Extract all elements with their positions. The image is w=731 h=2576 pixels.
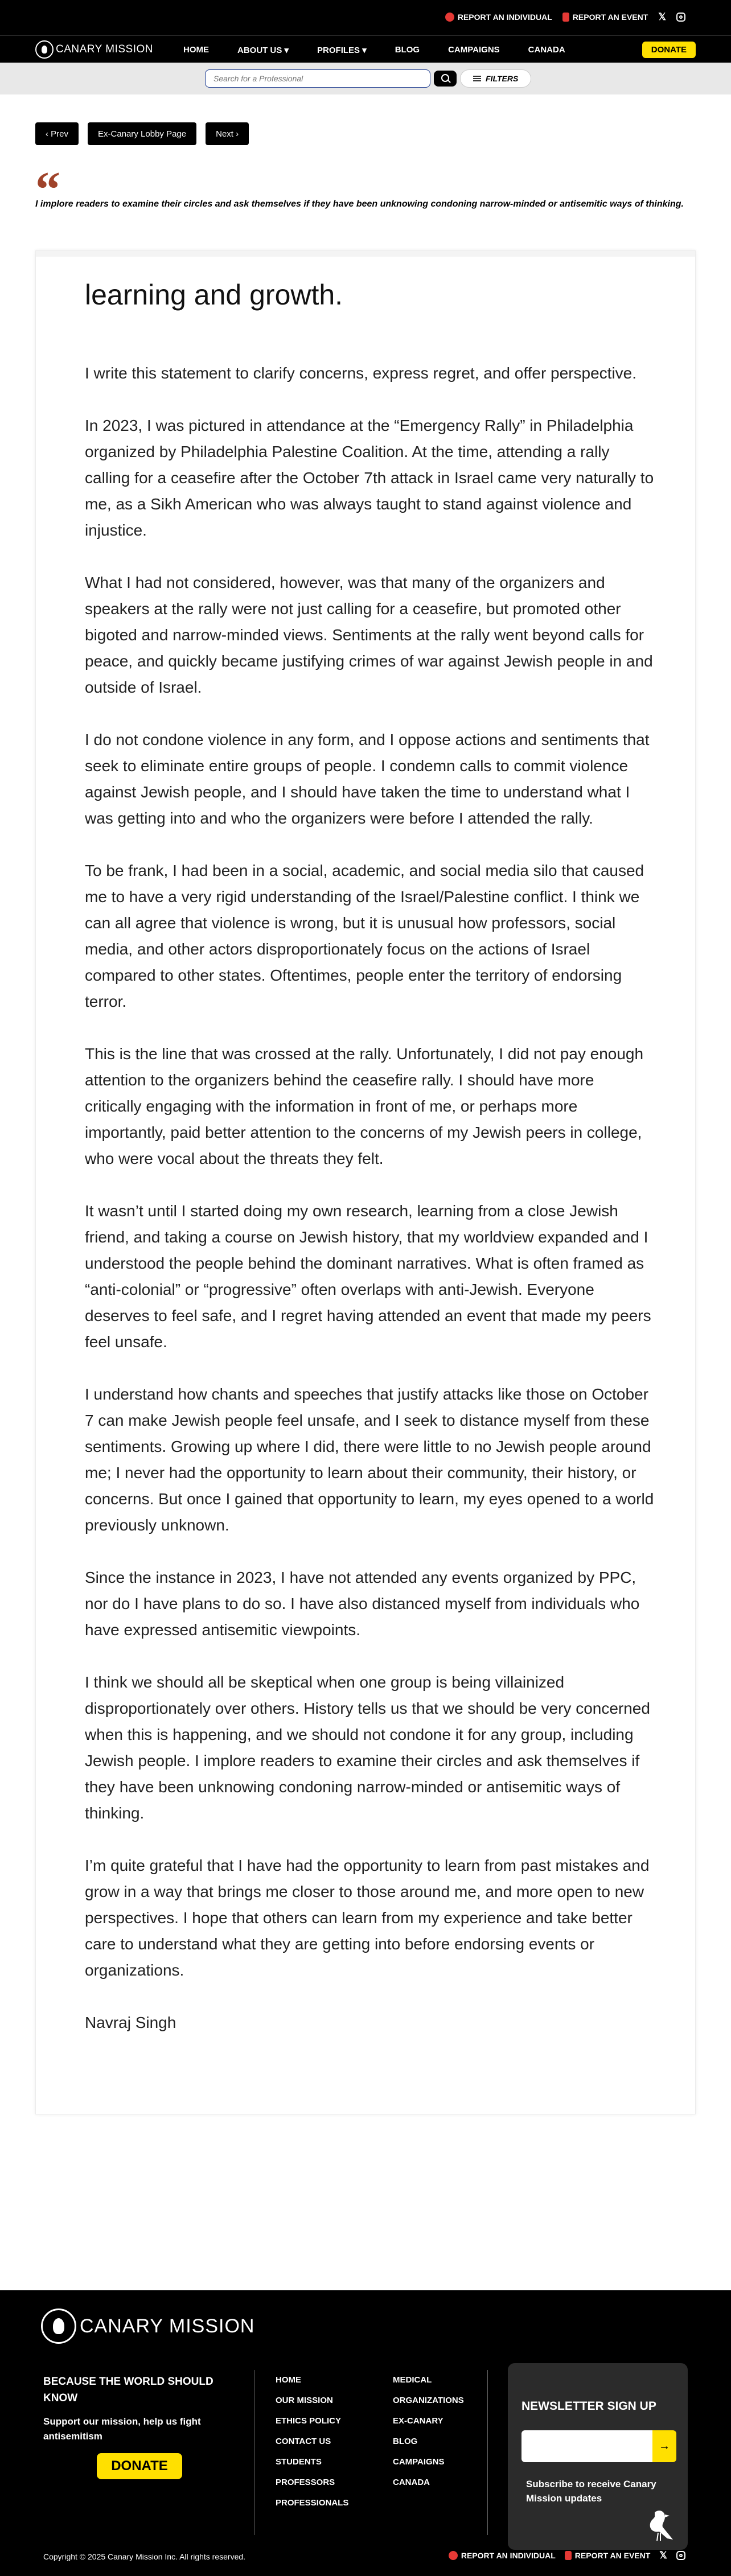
footer-links-col1 — [276, 2370, 348, 2513]
footer-divider — [487, 2370, 488, 2535]
footer-link-ex-canary[interactable]: EX-CANARY — [393, 2416, 443, 2426]
report-flame-icon — [562, 13, 569, 22]
topbar-links — [445, 11, 685, 23]
footer-link-home[interactable]: HOME — [276, 2375, 301, 2385]
statement-paragraph: I write this statement to clarify concerns, express regret, and offer perspective. — [85, 364, 637, 382]
instagram-icon[interactable] — [676, 2551, 685, 2560]
x-icon[interactable]: 𝕏 — [658, 11, 666, 22]
site-logo[interactable] — [35, 40, 153, 59]
newsletter-box — [508, 2363, 688, 2550]
footer-report-event-link[interactable] — [565, 2551, 651, 2560]
statement-paragraph: I’m quite grateful that I have had the opportunity to learn from past mistakes and grow in a way that brings me closer to those around me, and more open to new perspectives. I hope that others can learn from my experience and take better care to understand what they are getting into before endorsing events or organizations. — [85, 1857, 650, 1979]
canary-bird-icon — [642, 2507, 676, 2543]
footer-logo-text: CANARY MISSION — [80, 2315, 255, 2337]
statement-heading: learning and growth. — [85, 279, 343, 311]
filters-button[interactable] — [460, 69, 531, 88]
footer-link-blog[interactable]: BLOG — [393, 2437, 418, 2446]
instagram-icon[interactable] — [676, 13, 685, 22]
statement-paragraph: What I had not considered, however, was that many of the organizers and speakers at the rally were not just calling for a ceasefire, but promoted other bigoted and narrow-minded views. Sentiments at the rally went beyond calls for peace, and quickly became justifying crimes of war against Jewish people in and outside of Israel. — [85, 574, 653, 696]
report-person-icon — [449, 2551, 458, 2560]
pull-quote: I implore readers to examine their circles and ask themselves if they have been unknowing condoning narrow-minded or antisemitic ways of thinking. — [35, 199, 684, 209]
footer-tagline: BECAUSE THE WORLD SHOULD KNOW — [43, 2376, 213, 2404]
nav-item-home[interactable]: HOME — [183, 45, 209, 55]
nav-item-blog[interactable]: BLOG — [395, 45, 420, 55]
newsletter-submit-button[interactable]: → — [652, 2430, 676, 2462]
logo-text: CANARY MISSION — [56, 43, 154, 55]
footer-bottom-links — [449, 2550, 685, 2561]
filters-icon — [473, 76, 481, 81]
statement-paragraph: This is the line that was crossed at the rally. Unfortunately, I did not pay enough attention to the organizers behind the ceasefire rally. I should have more critically engaging with the information in front of me, or perhaps more importantly, paid better attention to the concerns of my Jewish peers in college, who were vocal about the threats they felt. — [85, 1045, 644, 1167]
report-individual-link[interactable] — [445, 13, 552, 22]
search-bar — [0, 63, 731, 94]
canary-logo-icon — [35, 40, 54, 59]
statement-signature: Navraj Singh — [85, 2014, 176, 2031]
search-input[interactable] — [205, 69, 430, 88]
nav-item-canada[interactable]: CANADA — [528, 45, 565, 55]
statement-paragraph: To be frank, I had been in a social, academic, and social media silo that caused me to have a very rigid understanding of the Israel/Palestine conflict. I think we can all agree that violence is wrong, but it is unusual how professors, social media, and other actors disproportionately focus on the actions of Israel compared to other states. Oftentimes, people enter the territory of endorsing terror. — [85, 862, 644, 1010]
next-button[interactable]: Next › — [206, 122, 249, 145]
footer-link-campaigns[interactable]: CAMPAIGNS — [393, 2457, 445, 2467]
footer-link-our-mission[interactable]: OUR MISSION — [276, 2396, 333, 2405]
card-top-strip — [36, 251, 695, 257]
prev-button[interactable]: ‹ Prev — [35, 122, 79, 145]
filters-label: FILTERS — [486, 74, 519, 83]
footer-mission: Support our mission, help us fight antisemitism — [43, 2416, 201, 2442]
footer-link-professors[interactable]: PROFESSORS — [276, 2478, 335, 2487]
statement-paragraph: I do not condone violence in any form, and I oppose actions and sentiments that seek to eliminate entire groups of people. I condemn calls to commit violence against Jewish people, and I should have taken the time to understand what I was getting into and who the organizers were before I attended the rally. — [85, 731, 650, 827]
canary-logo-icon — [41, 2308, 76, 2344]
top-bar — [0, 0, 731, 35]
report-event-label: REPORT AN EVENT — [572, 13, 648, 22]
footer-link-professionals[interactable]: PROFESSIONALS — [276, 2498, 349, 2508]
main-navbar — [0, 35, 731, 63]
footer-donate-button[interactable]: DONATE — [97, 2453, 182, 2479]
nav-item-about-us[interactable]: ABOUT US ▾ — [237, 46, 289, 55]
newsletter-email-input[interactable] — [521, 2430, 652, 2462]
report-person-icon — [445, 13, 454, 22]
report-event-link[interactable] — [562, 13, 648, 22]
report-individual-label: REPORT AN INDIVIDUAL — [457, 13, 552, 22]
statement-paragraph: Since the instance in 2023, I have not attended any events organized by PPC, nor do I have plans to do so. I have also distanced myself from individuals who have expressed antisemitic viewpoints. — [85, 1569, 640, 1639]
footer-link-canada[interactable]: CANADA — [393, 2478, 430, 2487]
quote-icon: “ — [35, 165, 60, 194]
statement-paragraph: I understand how chants and speeches that justify attacks like those on October 7 can make Jewish people feel unsafe, and I seek to distance myself from these sentiments. Growing up where I did, there were little to no Jewish people around me; I never had the opportunity to learn about their community, their history, or concerns. But once I gained that opportunity to learn, my eyes opened to a world previously unknown. — [85, 1385, 654, 1534]
footer-link-contact-us[interactable]: CONTACT US — [276, 2437, 331, 2446]
nav-item-campaigns[interactable]: CAMPAIGNS — [448, 45, 500, 55]
statement-paragraph: I think we should all be skeptical when one group is being villainized disproportionately over others. History tells us that we should be very concerned when this is happening, and we should not condone it for any group, including Jewish people. I implore readers to examine their circles and ask themselves if they have been unknowing condoning narrow-minded or antisemitic ways of thinking. — [85, 1673, 650, 1822]
copyright-text: Copyright © 2025 Canary Mission Inc. All rights reserved. — [43, 2552, 246, 2561]
footer-link-ethics-policy[interactable]: ETHICS POLICY — [276, 2416, 342, 2426]
donate-button[interactable]: DONATE — [642, 42, 696, 58]
search-button[interactable] — [434, 71, 457, 87]
footer-link-medical[interactable]: MEDICAL — [393, 2375, 432, 2385]
statement-paragraph: It wasn’t until I started doing my own research, learning from a close Jewish friend, and taking a course on Jewish history, that my worldview expanded and I understood the people behind the dominant narratives. What is often framed as “anti-colonial” or “progressive” often overlaps with anti-Jewish. Everyone deserves to feel safe, and I regret having attended an event that made my peers feel unsafe. — [85, 1202, 651, 1351]
statement-body — [85, 360, 654, 2036]
footer-link-students[interactable]: STUDENTS — [276, 2457, 322, 2467]
statement-paragraph: In 2023, I was pictured in attendance at the “Emergency Rally” in Philadelphia organized by Philadelphia Palestine Coalition. At the time, attending a rally calling for a ceasefire after the October 7th attack in Israel came very naturally to me, as a Sikh American who was always taught to stand against violence and injustice. — [85, 417, 654, 539]
footer-report-individual-label: REPORT AN INDIVIDUAL — [461, 2551, 556, 2560]
footer-report-individual-link[interactable] — [449, 2551, 556, 2560]
newsletter-description: Subscribe to receive Canary Mission updates — [526, 2479, 656, 2504]
statement-card — [35, 250, 696, 2114]
profile-pager — [35, 122, 249, 145]
x-icon[interactable]: 𝕏 — [659, 2550, 667, 2561]
nav-item-profiles[interactable]: PROFILES ▾ — [317, 46, 367, 55]
newsletter-title: NEWSLETTER SIGN UP — [521, 2400, 656, 2413]
footer-logo[interactable] — [41, 2308, 254, 2344]
footer-report-event-label: REPORT AN EVENT — [574, 2551, 651, 2560]
report-flame-icon — [565, 2551, 572, 2560]
nav-menu — [183, 45, 565, 55]
footer-links-col2 — [393, 2370, 464, 2493]
footer-link-organizations[interactable]: ORGANIZATIONS — [393, 2396, 464, 2405]
site-footer — [0, 2290, 731, 2576]
category-button[interactable]: Ex-Canary Lobby Page — [88, 122, 196, 145]
